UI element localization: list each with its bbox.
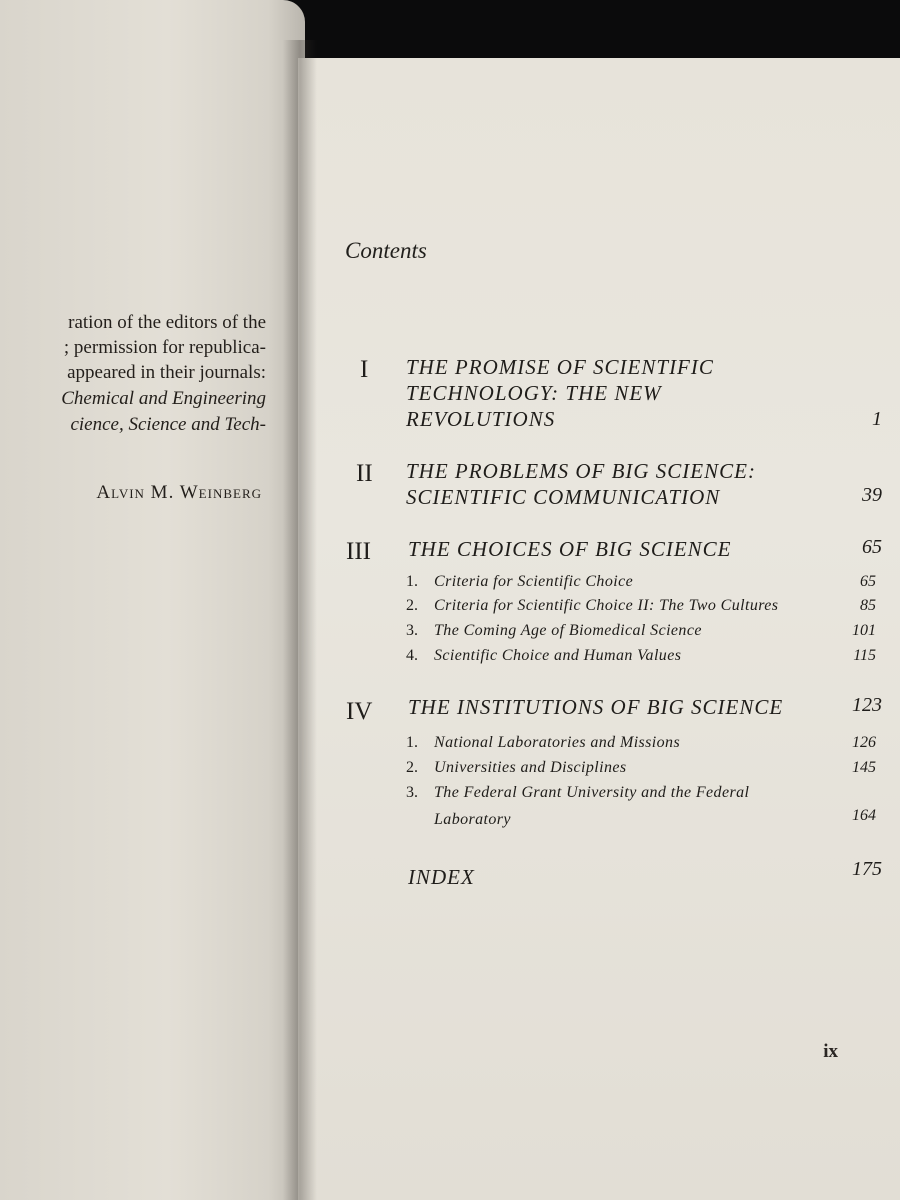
chapter-page-number: 145 xyxy=(852,759,876,776)
part-title: THE INSTITUTIONS OF BIG SCIENCE xyxy=(408,695,784,719)
part-page-number: 1 xyxy=(872,408,882,430)
chapter-number: 2. xyxy=(406,759,418,776)
acknowledgment-line: cience, Science and Tech- xyxy=(70,414,266,435)
part-numeral: II xyxy=(356,460,373,487)
chapter-number: 2. xyxy=(406,597,418,614)
index-label: INDEX xyxy=(408,865,475,889)
chapter-title: Criteria for Scientific Choice xyxy=(434,573,634,590)
chapter-entry xyxy=(406,759,876,784)
book-gutter xyxy=(283,40,317,1200)
acknowledgment-line: appeared in their journals: xyxy=(67,362,266,383)
chapter-page-number: 164 xyxy=(852,807,876,824)
chapter-title: Scientific Choice and Human Values xyxy=(434,647,682,664)
part-page-number: 123 xyxy=(852,694,882,716)
chapter-entry xyxy=(406,622,876,647)
part-numeral: I xyxy=(360,356,369,383)
chapter-entry xyxy=(406,597,876,622)
chapter-page-number: 85 xyxy=(860,597,876,614)
chapter-page-number: 101 xyxy=(852,622,876,639)
chapter-page-number: 65 xyxy=(860,573,876,590)
part-numeral: IV xyxy=(346,698,373,725)
chapter-title: The Coming Age of Biomedical Science xyxy=(434,622,702,639)
chapter-number: 1. xyxy=(406,573,418,590)
chapter-entry xyxy=(406,734,876,759)
contents-heading: Contents xyxy=(345,238,427,263)
chapter-entry xyxy=(406,784,876,836)
chapter-title: National Laboratories and Missions xyxy=(434,734,681,751)
chapter-number: 3. xyxy=(406,784,418,801)
author-signature: Alvin M. Weinberg xyxy=(96,482,262,503)
chapter-entry xyxy=(406,573,876,598)
chapter-number: 3. xyxy=(406,622,418,639)
chapter-title: The Federal Grant University and the Federal xyxy=(434,784,750,801)
part-title: THE PROBLEMS OF BIG SCIENCE: SCIENTIFIC COMMUNICATION xyxy=(406,459,756,509)
chapter-title: Criteria for Scientific Choice II: The Two Cultures xyxy=(434,597,779,614)
chapter-title: Universities and Disciplines xyxy=(434,759,627,776)
acknowledgment-line: ration of the editors of the xyxy=(68,312,266,333)
acknowledgment-line: Chemical and Engineering xyxy=(61,388,266,409)
chapter-title-continuation: Laboratory xyxy=(434,811,511,828)
part-numeral: III xyxy=(346,538,371,565)
chapter-page-number: 126 xyxy=(852,734,876,751)
chapter-number: 4. xyxy=(406,647,418,664)
index-page-number: 175 xyxy=(852,858,882,880)
part-page-number: 65 xyxy=(862,536,882,558)
part-title: THE PROMISE OF SCIENTIFIC TECHNOLOGY: THE NEW REVOLUTIONS xyxy=(406,355,714,431)
acknowledgment-line: ; permission for republica- xyxy=(63,337,266,358)
right-page xyxy=(298,58,900,1200)
chapter-entry xyxy=(406,647,876,672)
part-title: THE CHOICES OF BIG SCIENCE xyxy=(408,537,732,561)
folio-page-number: ix xyxy=(823,1041,838,1062)
chapter-number: 1. xyxy=(406,734,418,751)
chapter-page-number: 115 xyxy=(853,647,876,664)
left-page xyxy=(0,0,305,1200)
part-page-number: 39 xyxy=(862,484,882,506)
